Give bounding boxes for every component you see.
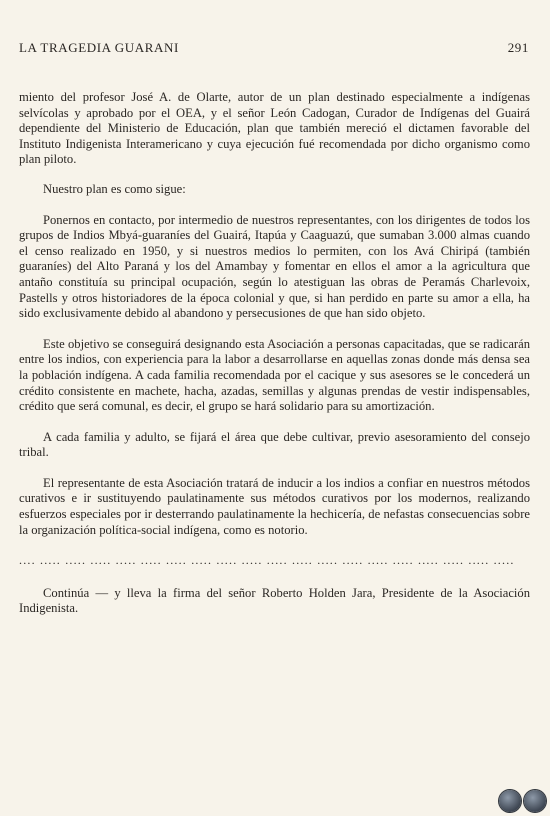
book-title: LA TRAGEDIA GUARANI <box>19 40 179 55</box>
library-logo-icon <box>499 790 521 812</box>
archive-logo-icon <box>524 790 546 812</box>
paragraph-closing: Continúa — y lleva la firma del señor Roberto Holden Jara, Presidente de la Asociación Indigenista. <box>19 585 530 616</box>
body-text <box>19 90 530 632</box>
paragraph-contact: Ponernos en contacto, por intermedio de nuestros representantes, con los dirigentes de todos los grupos de Indios Mbyá-guaraníes del Guairá, Itapúa y Caaguazú, que sumaban 3.000 almas cuando el censo realizado en 1950, y si nuestros medios lo permiten, con los Avá Chiripá (también guaraníes) del Alto Paraná y los del Amambay y fomentar en ellos el amor a la agricultura que antaño constituía su principal ocupación, según lo atestiguan las obras de Peramás Charlevoix, Pastells y otros historiadores de la época colonial y que, si han perdido en parte su amor a ella, ha sido exclusivamente debido al abandono y persecusiones de que han sido objeto. <box>19 212 530 321</box>
ellipsis-separator: .... ..... ..... ..... ..... ..... ..... ..... ..... ..... ..... ..... ..... ..... ..... ..... ..... ..... ..... ..... <box>19 553 515 568</box>
page-number: 291 <box>507 40 529 55</box>
paragraph-representative: El representante de esta Asociación tratará de inducir a los indios a confiar en nuestros métodos curativos e ir sustituyendo paulatinamente sus métodos curativos por los modernos, realizando esfuerzos especiales por ir desterrando paulatinamente la hechicería, de nefastas consecuencias sobre la organización política-social indígena, como es notorio. <box>19 475 530 537</box>
paragraph-continuation: miento del profesor José A. de Olarte, autor de un plan destinado especialmente a indígenas selvícolas y aprobado por el OEA, y el señor León Cadogan, Curador de Indígenas del Guairá dependiente del Ministerio de Educación, plan que también mereció el dictamen favorable del Instituto Indigenista Interamericano y cuya ejecución fué recomendada por dicho organismo como plan piloto. <box>19 90 530 167</box>
corner-logos <box>499 790 546 812</box>
running-header <box>19 40 529 56</box>
paragraph-objective: Este objetivo se conseguirá designando esta Asociación a personas capacitadas, que se radicarán entre los indios, con experiencia para la labor a desarrollarse en aquellas zonas donde más densa sea la población indígena. A cada familia recomendada por el cacique y sus asesores se le concederá un crédito consistente en machete, hacha, azadas, semillas y algunas prendas de vestir indispensables, crédito que será comunal, es decir, el grupo se hará solidario para su amortización. <box>19 336 530 414</box>
paragraph-area: A cada familia y adulto, se fijará el área que debe cultivar, previo asesoramiento del consejo tribal. <box>19 429 530 460</box>
paragraph-plan-intro: Nuestro plan es como sigue: <box>43 181 186 196</box>
